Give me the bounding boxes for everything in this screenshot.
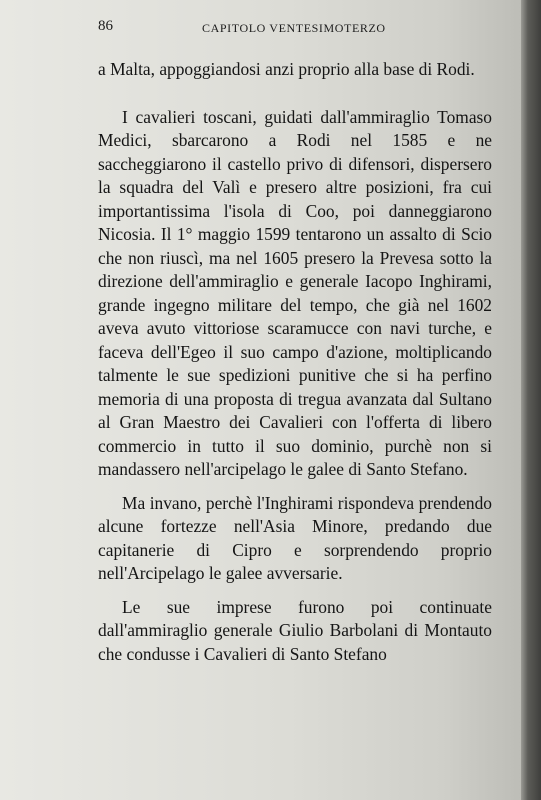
- running-head: CAPITOLO VENTESIMOTERZO: [202, 21, 386, 35]
- page-header: [98, 18, 498, 38]
- body-text: [98, 58, 492, 666]
- page-edge-shadow: [521, 0, 541, 800]
- paragraph: Ma invano, perchè l'Inghirami rispondeva prendendo alcune fortezze nell'Asia Minore, predando due capitanerie di Cipro e sorprendendo proprio nell'Arcipelago le galee avversarie.: [98, 492, 492, 583]
- page-number: 86: [98, 18, 113, 34]
- paragraph: a Malta, appoggiandosi anzi proprio alla base di Rodi.: [98, 59, 475, 79]
- paragraph: I cavalieri toscani, guidati dall'ammiraglio Tomaso Medici, sbarcarono a Rodi nel 1585 e ne saccheggiarono il castello privo di difensori, dispersero la squadra del Valì e presero altre posizioni, fra cui importantissima l'isola di Coo, poi danneggiarono Nicosia. Il 1° maggio 1599 tentarono un assalto di Scio che non riuscì, ma nel 1605 presero la Prevesa sotto la direzione dell'ammiraglio e generale Iacopo Inghirami, grande ingegno militare del tempo, che già nel 1602 aveva avuto vittoriose scaramucce con navi turche, e faceva dell'Egeo il suo campo d'azione, moltiplicando talmente le sue spedizioni punitive che si ha perfino memoria di una proposta di tregua avanzata dal Sultano al Gran Maestro dei Cavalieri con l'offerta di libero commercio in tutto il suo dominio, purchè non si mandassero nell'arcipelago le galee di Santo Stefano.: [98, 106, 492, 479]
- paragraph: Le sue imprese furono poi continuate dall'ammiraglio generale Giulio Barbolani di Montauto che condusse i Cavalieri di Santo Stefano: [98, 596, 492, 664]
